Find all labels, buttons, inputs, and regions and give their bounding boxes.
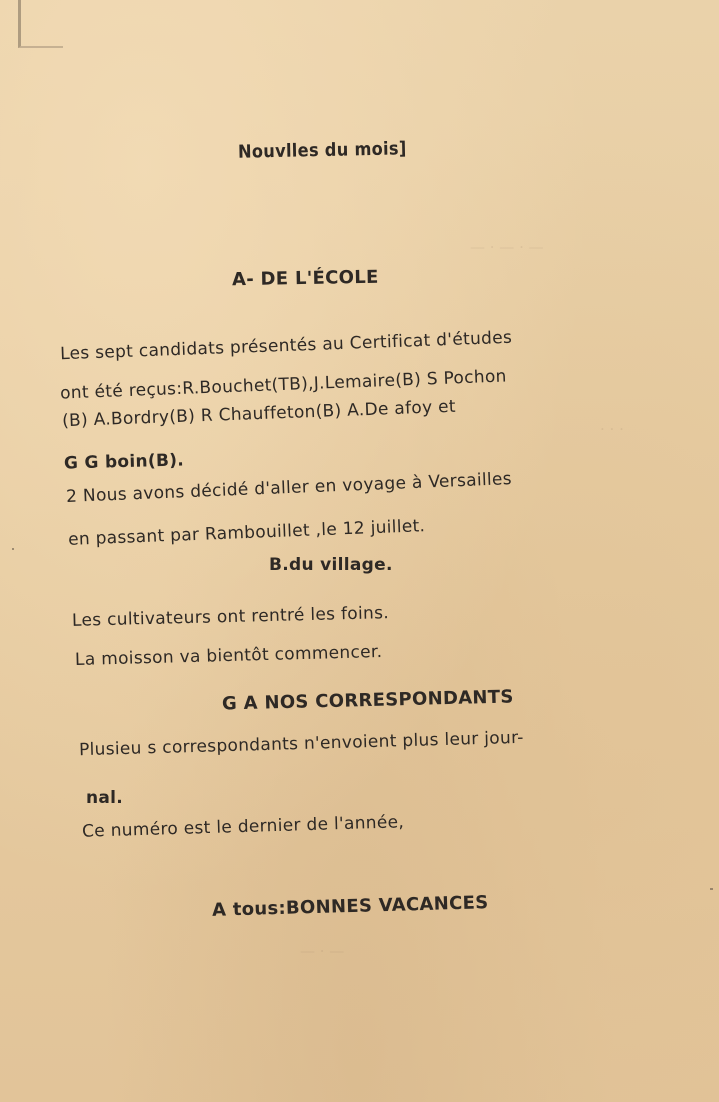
paper-speck <box>710 888 713 890</box>
section-a-heading: A- DE L'ÉCOLE <box>231 266 379 291</box>
show-through-mark: — · — <box>300 942 345 960</box>
closing-greeting: A tous:BONNES VACANCES <box>211 892 489 921</box>
section-c-heading: G A NOS CORRESPONDANTS <box>221 686 514 715</box>
paper-speck <box>12 548 14 550</box>
show-through-mark: — · — · — <box>470 238 544 256</box>
section-c-line-2: nal. <box>86 788 124 808</box>
section-a-line-2: ont été reçus:R.Bouchet(TB),J.Lemaire(B) S Pochon <box>59 366 508 404</box>
section-a-line-4: G G boin(B). <box>63 450 185 474</box>
section-a-line-5: 2 Nous avons décidé d'aller en voyage à Versailles <box>65 469 513 507</box>
corner-stamp-mark <box>18 0 63 48</box>
section-c-line-3: Ce numéro est le dernier de l'année, <box>81 812 405 842</box>
section-c-line-1: Plusieu s correspondants n'envoient plus leur jour- <box>78 727 524 761</box>
section-a-line-1: Les sept candidats présentés au Certificat d'études <box>59 327 513 365</box>
section-a-line-6: en passant par Rambouillet ,le 12 juillet. <box>67 516 426 550</box>
section-b-line-2: La moisson va bientôt commencer. <box>74 641 383 671</box>
page-title: Nouvlles du mois] <box>237 138 407 163</box>
section-a-line-3: (B) A.Bordry(B) R Chauffeton(B) A.De afoy et <box>61 396 457 432</box>
section-b-line-1: Les cultivateurs ont rentré les foins. <box>71 603 390 631</box>
section-b-heading: B.du village. <box>269 555 393 575</box>
show-through-mark: · · · <box>600 420 624 438</box>
